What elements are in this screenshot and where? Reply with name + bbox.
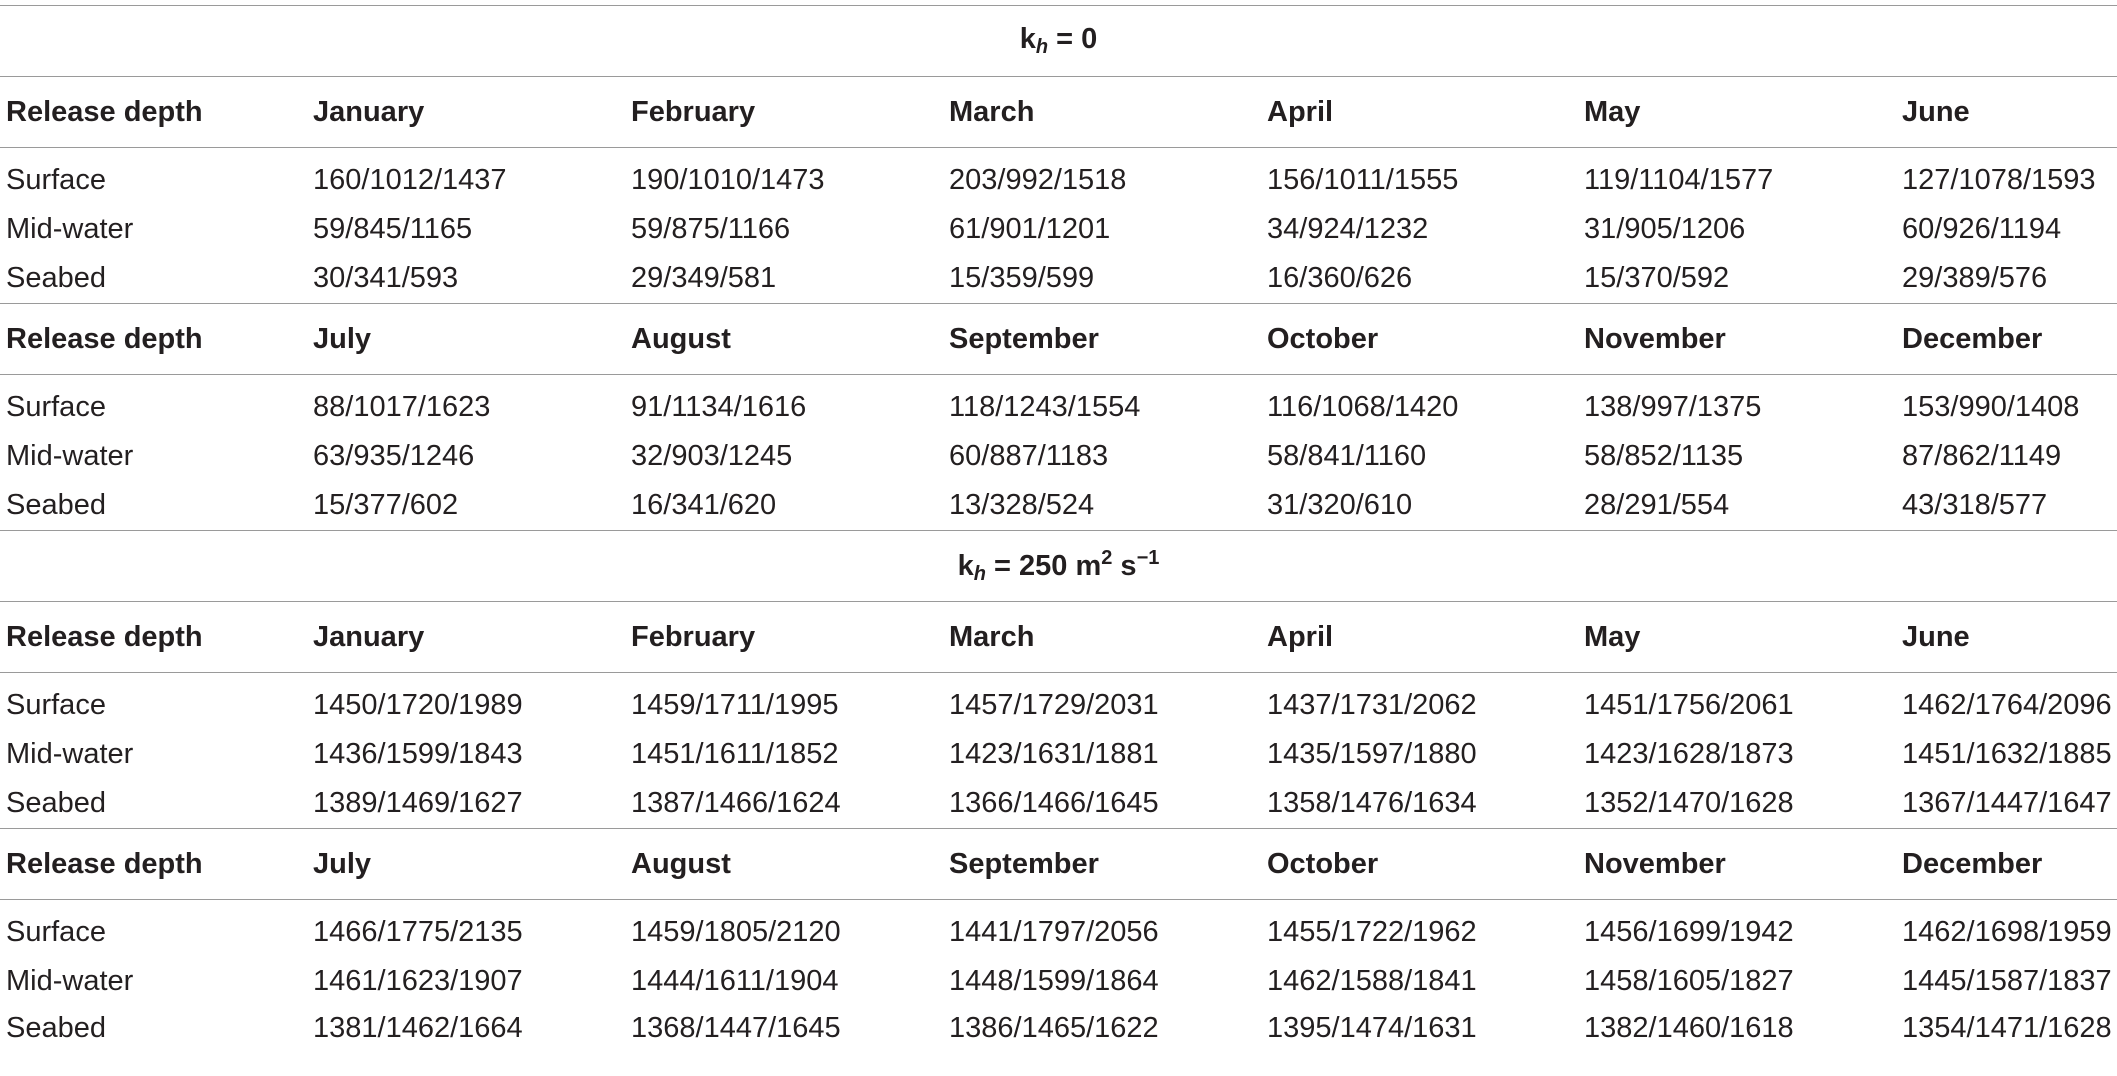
header-row (0, 829, 2117, 900)
section-title-row (0, 6, 2117, 77)
section-title-prefix: k (1019, 23, 1036, 55)
header-row (0, 77, 2117, 148)
table-cell: 1382/1460/1618 (1584, 1012, 1794, 1044)
column-header-month: September (943, 829, 1261, 900)
table-cell: 58/841/1160 (1267, 440, 1427, 472)
table-cell: 1461/1623/1907 (313, 965, 523, 997)
table-cell: 119/1104/1577 (1584, 163, 1774, 196)
section-title-unit-tail: s (1112, 549, 1137, 582)
section-title-sub: h (1035, 36, 1049, 58)
table-body (0, 6, 2117, 1053)
row-label: Mid-water (6, 440, 134, 472)
table-cell: 1459/1711/1995 (631, 688, 839, 721)
table-row (0, 1005, 2117, 1052)
column-header-month: February (625, 77, 943, 148)
section-title-sup: 2 (1101, 546, 1113, 569)
table-cell: 156/1011/1555 (1267, 163, 1459, 196)
table-cell: 1462/1764/2096 (1902, 688, 2112, 721)
table-cell: 1352/1470/1628 (1578, 778, 1896, 829)
table-cell: 190/1010/1473 (631, 163, 825, 196)
row-label: Seabed (0, 480, 307, 531)
table-cell: 1451/1632/1885 (1902, 738, 2112, 770)
section-title (0, 531, 2117, 602)
table-cell: 1448/1599/1864 (949, 965, 1159, 997)
table-cell: 1436/1599/1843 (313, 738, 523, 770)
table-cell: 16/360/626 (1261, 253, 1578, 304)
row-label: Mid-water (6, 738, 134, 770)
table-cell: 1445/1587/1837 (1902, 965, 2112, 997)
section-title-suffix: = 250 m (985, 549, 1102, 582)
column-header-month: March (943, 77, 1261, 148)
table-cell: 1358/1476/1634 (1261, 778, 1578, 829)
row-label: Surface (6, 688, 106, 721)
column-header-month: January (307, 602, 625, 673)
table-cell: 29/349/581 (625, 253, 943, 304)
column-header-month: November (1578, 829, 1896, 900)
table-cell: 60/926/1194 (1902, 213, 2062, 245)
section-title (0, 6, 2117, 77)
table-cell: 1423/1628/1873 (1584, 738, 1794, 770)
table-row (0, 673, 2117, 732)
table-cell: 15/359/599 (943, 253, 1261, 304)
table-cell: 1462/1588/1841 (1267, 965, 1477, 997)
table-cell: 127/1078/1593 (1902, 163, 2096, 196)
table-row (0, 206, 2117, 253)
table-cell: 91/1134/1616 (631, 390, 807, 423)
column-header-month: October (1261, 829, 1578, 900)
row-label: Seabed (0, 778, 307, 829)
table-cell: 118/1243/1554 (949, 390, 1141, 423)
table-cell: 88/1017/1623 (313, 390, 491, 423)
table-row (0, 375, 2117, 434)
table-row (0, 433, 2117, 480)
table-cell: 1458/1605/1827 (1584, 965, 1794, 997)
section-title-row (0, 531, 2117, 602)
table-cell: 1444/1611/1904 (631, 965, 839, 997)
data-table (0, 5, 2117, 1052)
column-header-month: April (1261, 602, 1578, 673)
table-cell: 59/845/1165 (313, 213, 473, 245)
table-cell: 1423/1631/1881 (949, 738, 1159, 770)
column-header-release-depth: Release depth (0, 77, 307, 148)
table-row (0, 958, 2117, 1005)
column-header-month: July (307, 304, 625, 375)
table-row (0, 778, 2117, 829)
row-label: Mid-water (6, 965, 134, 997)
table-cell: 63/935/1246 (313, 440, 475, 472)
table-cell: 1366/1466/1645 (943, 778, 1261, 829)
table-cell: 13/328/524 (943, 480, 1261, 531)
table-cell: 61/901/1201 (949, 213, 1111, 245)
table-cell: 31/320/610 (1261, 480, 1578, 531)
table-cell: 1387/1466/1624 (625, 778, 943, 829)
table-cell: 1466/1775/2135 (313, 915, 523, 948)
table-cell: 15/377/602 (307, 480, 625, 531)
table-row (0, 253, 2117, 304)
header-row (0, 304, 2117, 375)
table-cell: 160/1012/1437 (313, 163, 507, 196)
table-row (0, 900, 2117, 959)
header-row (0, 602, 2117, 673)
column-header-release-depth: Release depth (0, 829, 307, 900)
table-cell: 1395/1474/1631 (1267, 1012, 1477, 1044)
table-cell: 1441/1797/2056 (949, 915, 1159, 948)
table-row (0, 480, 2117, 531)
column-header-release-depth: Release depth (0, 602, 307, 673)
row-label: Surface (6, 915, 106, 948)
table-cell: 1459/1805/2120 (631, 915, 841, 948)
table-cell: 203/992/1518 (949, 163, 1127, 196)
table-cell: 1451/1756/2061 (1584, 688, 1794, 721)
column-header-release-depth: Release depth (0, 304, 307, 375)
table-cell: 138/997/1375 (1584, 390, 1762, 423)
column-header-month: August (625, 304, 943, 375)
table-cell: 116/1068/1420 (1267, 390, 1459, 423)
table-cell: 1389/1469/1627 (307, 778, 625, 829)
column-header-month: May (1578, 602, 1896, 673)
column-header-month: December (1896, 304, 2117, 375)
table-cell: 1451/1611/1852 (631, 738, 839, 770)
column-header-month: June (1896, 77, 2117, 148)
table-cell: 1462/1698/1959 (1902, 915, 2112, 948)
table-cell: 29/389/576 (1896, 253, 2117, 304)
table-cell: 59/875/1166 (631, 213, 791, 245)
table-cell: 15/370/592 (1578, 253, 1896, 304)
column-header-month: March (943, 602, 1261, 673)
table-cell: 1457/1729/2031 (949, 688, 1159, 721)
column-header-month: January (307, 77, 625, 148)
table-cell: 1456/1699/1942 (1584, 915, 1794, 948)
table-cell: 1386/1465/1622 (949, 1012, 1159, 1044)
table-cell: 34/924/1232 (1267, 213, 1429, 245)
column-header-month: September (943, 304, 1261, 375)
column-header-month: July (307, 829, 625, 900)
table-cell: 43/318/577 (1896, 480, 2117, 531)
section-title-sub: h (973, 562, 986, 585)
table-cell: 87/862/1149 (1902, 440, 2062, 472)
table-cell: 31/905/1206 (1584, 213, 1746, 245)
table-row (0, 731, 2117, 778)
table-cell: 1354/1471/1628 (1902, 1012, 2112, 1044)
table-cell: 32/903/1245 (631, 440, 793, 472)
row-label: Surface (6, 163, 106, 196)
table-cell: 1381/1462/1664 (313, 1012, 523, 1044)
table-row (0, 148, 2117, 207)
table-cell: 16/341/620 (625, 480, 943, 531)
column-header-month: November (1578, 304, 1896, 375)
table-cell: 1437/1731/2062 (1267, 688, 1477, 721)
row-label: Surface (6, 390, 106, 423)
column-header-month: October (1261, 304, 1578, 375)
table-cell: 1435/1597/1880 (1267, 738, 1477, 770)
row-label: Mid-water (6, 213, 134, 245)
column-header-month: June (1896, 602, 2117, 673)
table-cell: 58/852/1135 (1584, 440, 1744, 472)
table-cell: 1455/1722/1962 (1267, 915, 1477, 948)
table-cell: 153/990/1408 (1902, 390, 2080, 423)
column-header-month: December (1896, 829, 2117, 900)
row-label: Seabed (6, 1012, 106, 1044)
section-title-suffix: = 0 (1048, 23, 1098, 55)
row-label: Seabed (0, 253, 307, 304)
column-header-month: April (1261, 77, 1578, 148)
column-header-month: February (625, 602, 943, 673)
table-cell: 28/291/554 (1578, 480, 1896, 531)
table-cell: 60/887/1183 (949, 440, 1109, 472)
column-header-month: August (625, 829, 943, 900)
table-cell: 1367/1447/1647 (1896, 778, 2117, 829)
section-title-prefix: k (957, 549, 974, 582)
table-cell: 1368/1447/1645 (631, 1012, 841, 1044)
table-cell: 1450/1720/1989 (313, 688, 523, 721)
column-header-month: May (1578, 77, 1896, 148)
section-title-sup2: −1 (1136, 546, 1160, 569)
table-cell: 30/341/593 (307, 253, 625, 304)
